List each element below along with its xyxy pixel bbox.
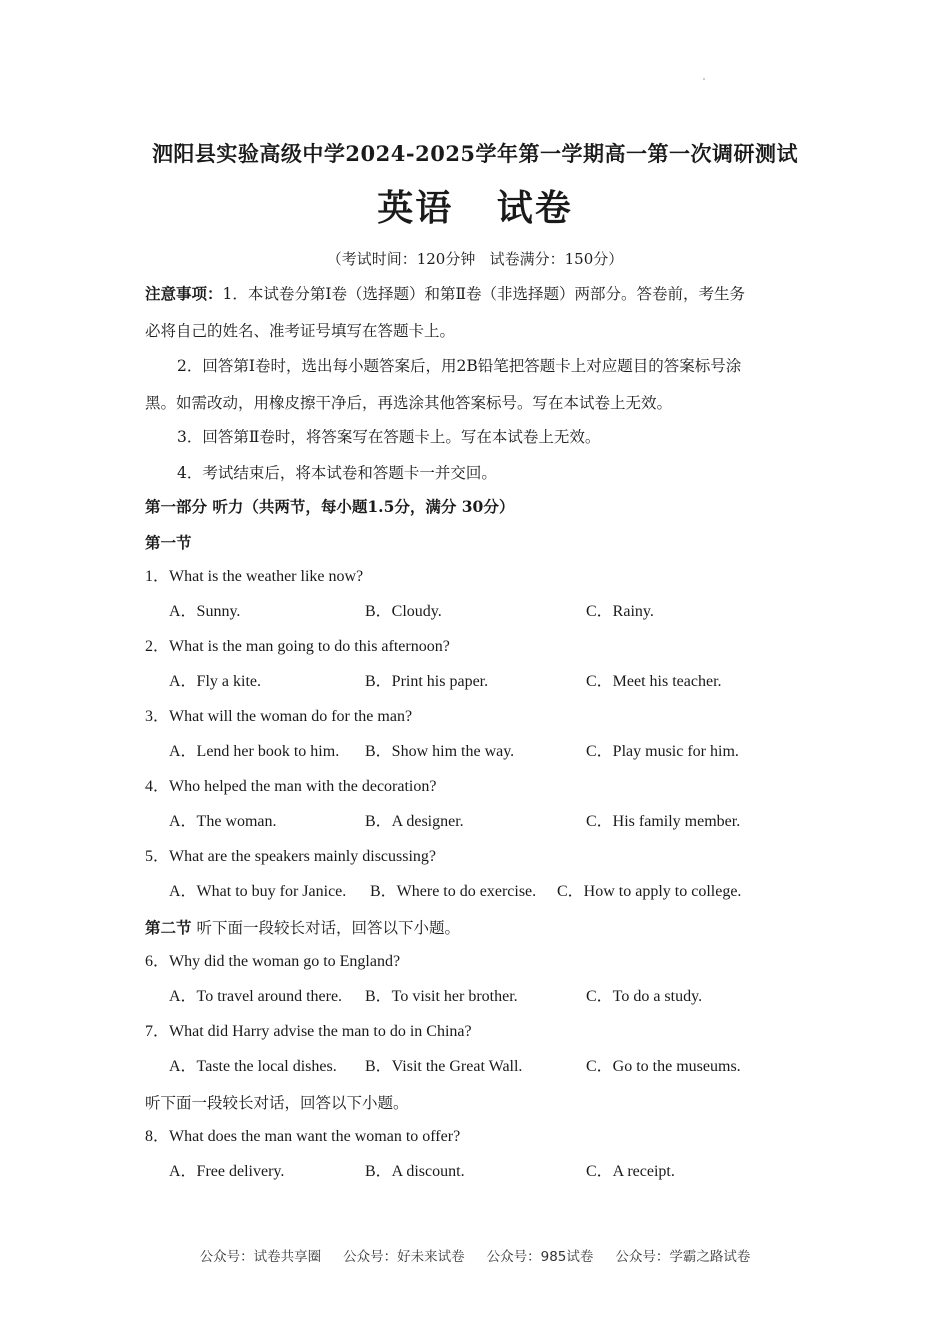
question-8: 8．What does the man want the woman to offer? [145, 1128, 461, 1145]
notice-item-2-cont: 黑。如需改动，用橡皮擦干净后，再选涂其他答案标号。写在本试卷上无效。 [145, 394, 673, 412]
section1-heading: 第一节 [145, 533, 192, 552]
notice-item-1-cont: 必将自己的姓名、准考证号填写在答题卡上。 [145, 322, 456, 340]
q4-option-a: A．The woman. [169, 813, 277, 830]
section2-label: 第二节 [145, 918, 192, 937]
exam-time-score: （考试时间：120分钟 试卷满分：150分） [326, 250, 624, 268]
q7-option-a: A．Taste the local dishes. [169, 1058, 337, 1075]
subject-title: 英语 试卷 [377, 187, 573, 229]
q5-option-c: C．How to apply to college. [557, 883, 742, 900]
q5-option-a: A．What to buy for Janice. [169, 883, 347, 900]
notice-line-1 [145, 283, 745, 305]
section2-instruction: 听下面一段较长对话，回答以下小题。 [191, 919, 460, 937]
q1-option-a: A．Sunny. [169, 603, 241, 620]
q2-option-a: A．Fly a kite. [169, 673, 261, 690]
q8-option-b: B．A discount. [365, 1163, 465, 1180]
q1-option-b: B．Cloudy. [365, 603, 442, 620]
q7-option-c: C．Go to the museums. [586, 1058, 741, 1075]
question-1: 1．What is the weather like now? [145, 568, 364, 585]
footer-item: 公众号：985试卷 [486, 1249, 594, 1265]
section2-heading [145, 917, 460, 939]
q3-option-c: C．Play music for him. [586, 743, 739, 760]
scan-dot [703, 78, 705, 80]
q3-option-b: B．Show him the way. [365, 743, 515, 760]
q4-option-b: B．A designer. [365, 813, 464, 830]
footer-item: 公众号：试卷共享圈 [199, 1249, 322, 1265]
exam-title: 泗阳县实验高级中学2024-2025学年第一学期高一第一次调研测试 [151, 141, 799, 166]
notice-item-1: 1．本试卷分第Ⅰ卷（选择题）和第Ⅱ卷（非选择题）两部分。答卷前，考生务 [222, 285, 746, 303]
notice-label: 注意事项： [145, 284, 223, 303]
notice-item-2: 2．回答第Ⅰ卷时，选出每小题答案后，用2B铅笔把答题卡上对应题目的答案标号涂 [177, 357, 742, 375]
q3-option-a: A．Lend her book to him. [169, 743, 340, 760]
q7-option-b: B．Visit the Great Wall. [365, 1058, 523, 1075]
q8-option-a: A．Free delivery. [169, 1163, 285, 1180]
part1-heading: 第一部分 听力（共两节，每小题1.5分，满分 30分） [145, 497, 515, 516]
q6-option-b: B．To visit her brother. [365, 988, 518, 1005]
q6-option-c: C．To do a study. [586, 988, 703, 1005]
q5-option-b: B．Where to do exercise. [370, 883, 537, 900]
q2-option-c: C．Meet his teacher. [586, 673, 722, 690]
footer-item: 公众号：好未来试卷 [343, 1249, 465, 1265]
q6-option-a: A．To travel around there. [169, 988, 343, 1005]
q8-option-c: C．A receipt. [586, 1163, 675, 1180]
q2-option-b: B．Print his paper. [365, 673, 489, 690]
notice-item-4: 4．考试结束后，将本试卷和答题卡一并交回。 [177, 464, 497, 482]
question-2: 2．What is the man going to do this afternoon? [145, 638, 450, 655]
question-3: 3．What will the woman do for the man? [145, 708, 413, 725]
listening-instruction: 听下面一段较长对话，回答以下小题。 [145, 1094, 409, 1112]
question-4: 4．Who helped the man with the decoration? [145, 778, 437, 795]
q4-option-c: C．His family member. [586, 813, 741, 830]
notice-item-3: 3．回答第Ⅱ卷时，将答案写在答题卡上。写在本试卷上无效。 [177, 428, 601, 446]
footer-item: 公众号：学霸之路试卷 [615, 1249, 751, 1265]
footer [0, 1245, 950, 1265]
question-7: 7．What did Harry advise the man to do in China? [145, 1023, 472, 1040]
question-5: 5．What are the speakers mainly discussing? [145, 848, 437, 865]
q1-option-c: C．Rainy. [586, 603, 654, 620]
question-6: 6．Why did the woman go to England? [145, 953, 401, 970]
